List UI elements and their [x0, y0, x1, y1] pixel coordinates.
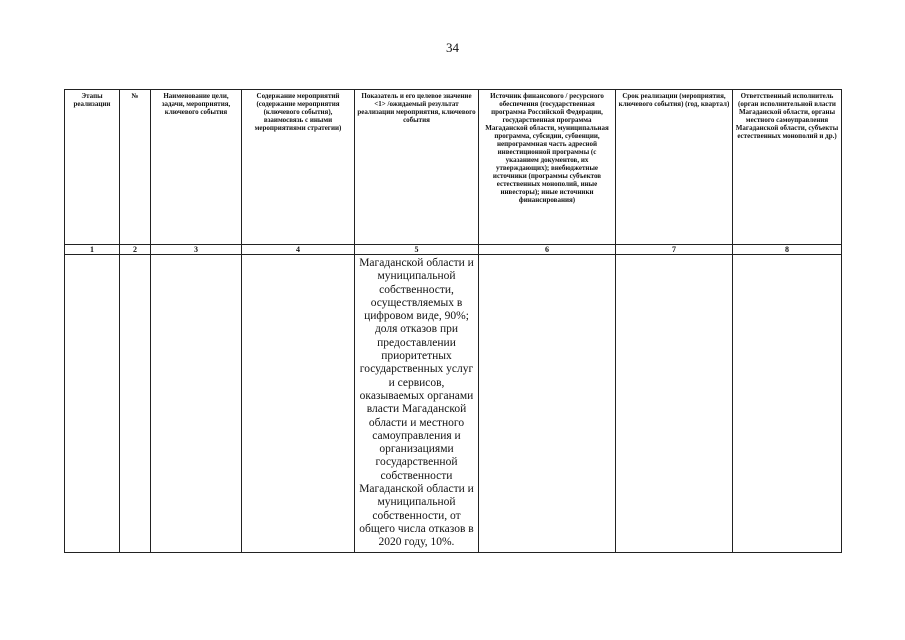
table-header-row: [65, 90, 842, 245]
column-number: 5: [355, 245, 479, 255]
column-number: 8: [733, 245, 842, 255]
cell-funding-source: [479, 255, 616, 553]
column-header-number: №: [120, 90, 151, 245]
column-number: 2: [120, 245, 151, 255]
cell-number: [120, 255, 151, 553]
column-header-name: Наименование цели, задачи, мероприятия, ключевого события: [151, 90, 242, 245]
table-row: [65, 255, 842, 553]
cell-executor: [733, 255, 842, 553]
column-header-stages: Этапы реализации: [65, 90, 120, 245]
cell-deadline: [616, 255, 733, 553]
action-plan-table: [64, 89, 842, 553]
column-number-row: [65, 245, 842, 255]
column-header-deadline: Срок реализации (мероприятия, ключевого события) (год, квартал): [616, 90, 733, 245]
column-number: 3: [151, 245, 242, 255]
cell-indicator: Магаданской области и муниципальной собственности, осуществляемых в цифровом виде, 90%; доля отказов при предоставлении приоритетных государственных услуг и сервисов, оказываемых органами власти Магаданской области и местного самоуправления и организациями государственной собственности Магаданской области и муниципальной собственности, от общего числа отказов в 2020 году, 10%.: [355, 255, 479, 553]
column-header-indicator: Показатель и его целевое значение <1> /ожидаемый результат реализации мероприятия, ключевого события: [355, 90, 479, 245]
column-number: 7: [616, 245, 733, 255]
column-header-funding-source: Источник финансового / ресурсного обеспечения (государственная программа Российской Федерации, государственная программа Магаданской области, муниципальная программа, субсидии, субвенции, непрограммная часть адресной инвестиционной программы (с указанием документов, их утверждающих); внебюджетные источники (программы субъектов естественных монополий, иные инвесторы); иные источники финансирования): [479, 90, 616, 245]
column-number: 1: [65, 245, 120, 255]
column-number: 4: [242, 245, 355, 255]
column-header-executor: Ответственный исполнитель (орган исполнительной власти Магаданской области, органы местного самоуправления Магаданской области, субъекты естественных монополий и др.): [733, 90, 842, 245]
cell-stages: [65, 255, 120, 553]
cell-content: [242, 255, 355, 553]
column-number: 6: [479, 245, 616, 255]
column-header-content: Содержание мероприятий (содержание мероприятия (ключевого события), взаимосвязь с иными мероприятиями стратегии): [242, 90, 355, 245]
page-number: 34: [446, 40, 459, 55]
cell-name: [151, 255, 242, 553]
